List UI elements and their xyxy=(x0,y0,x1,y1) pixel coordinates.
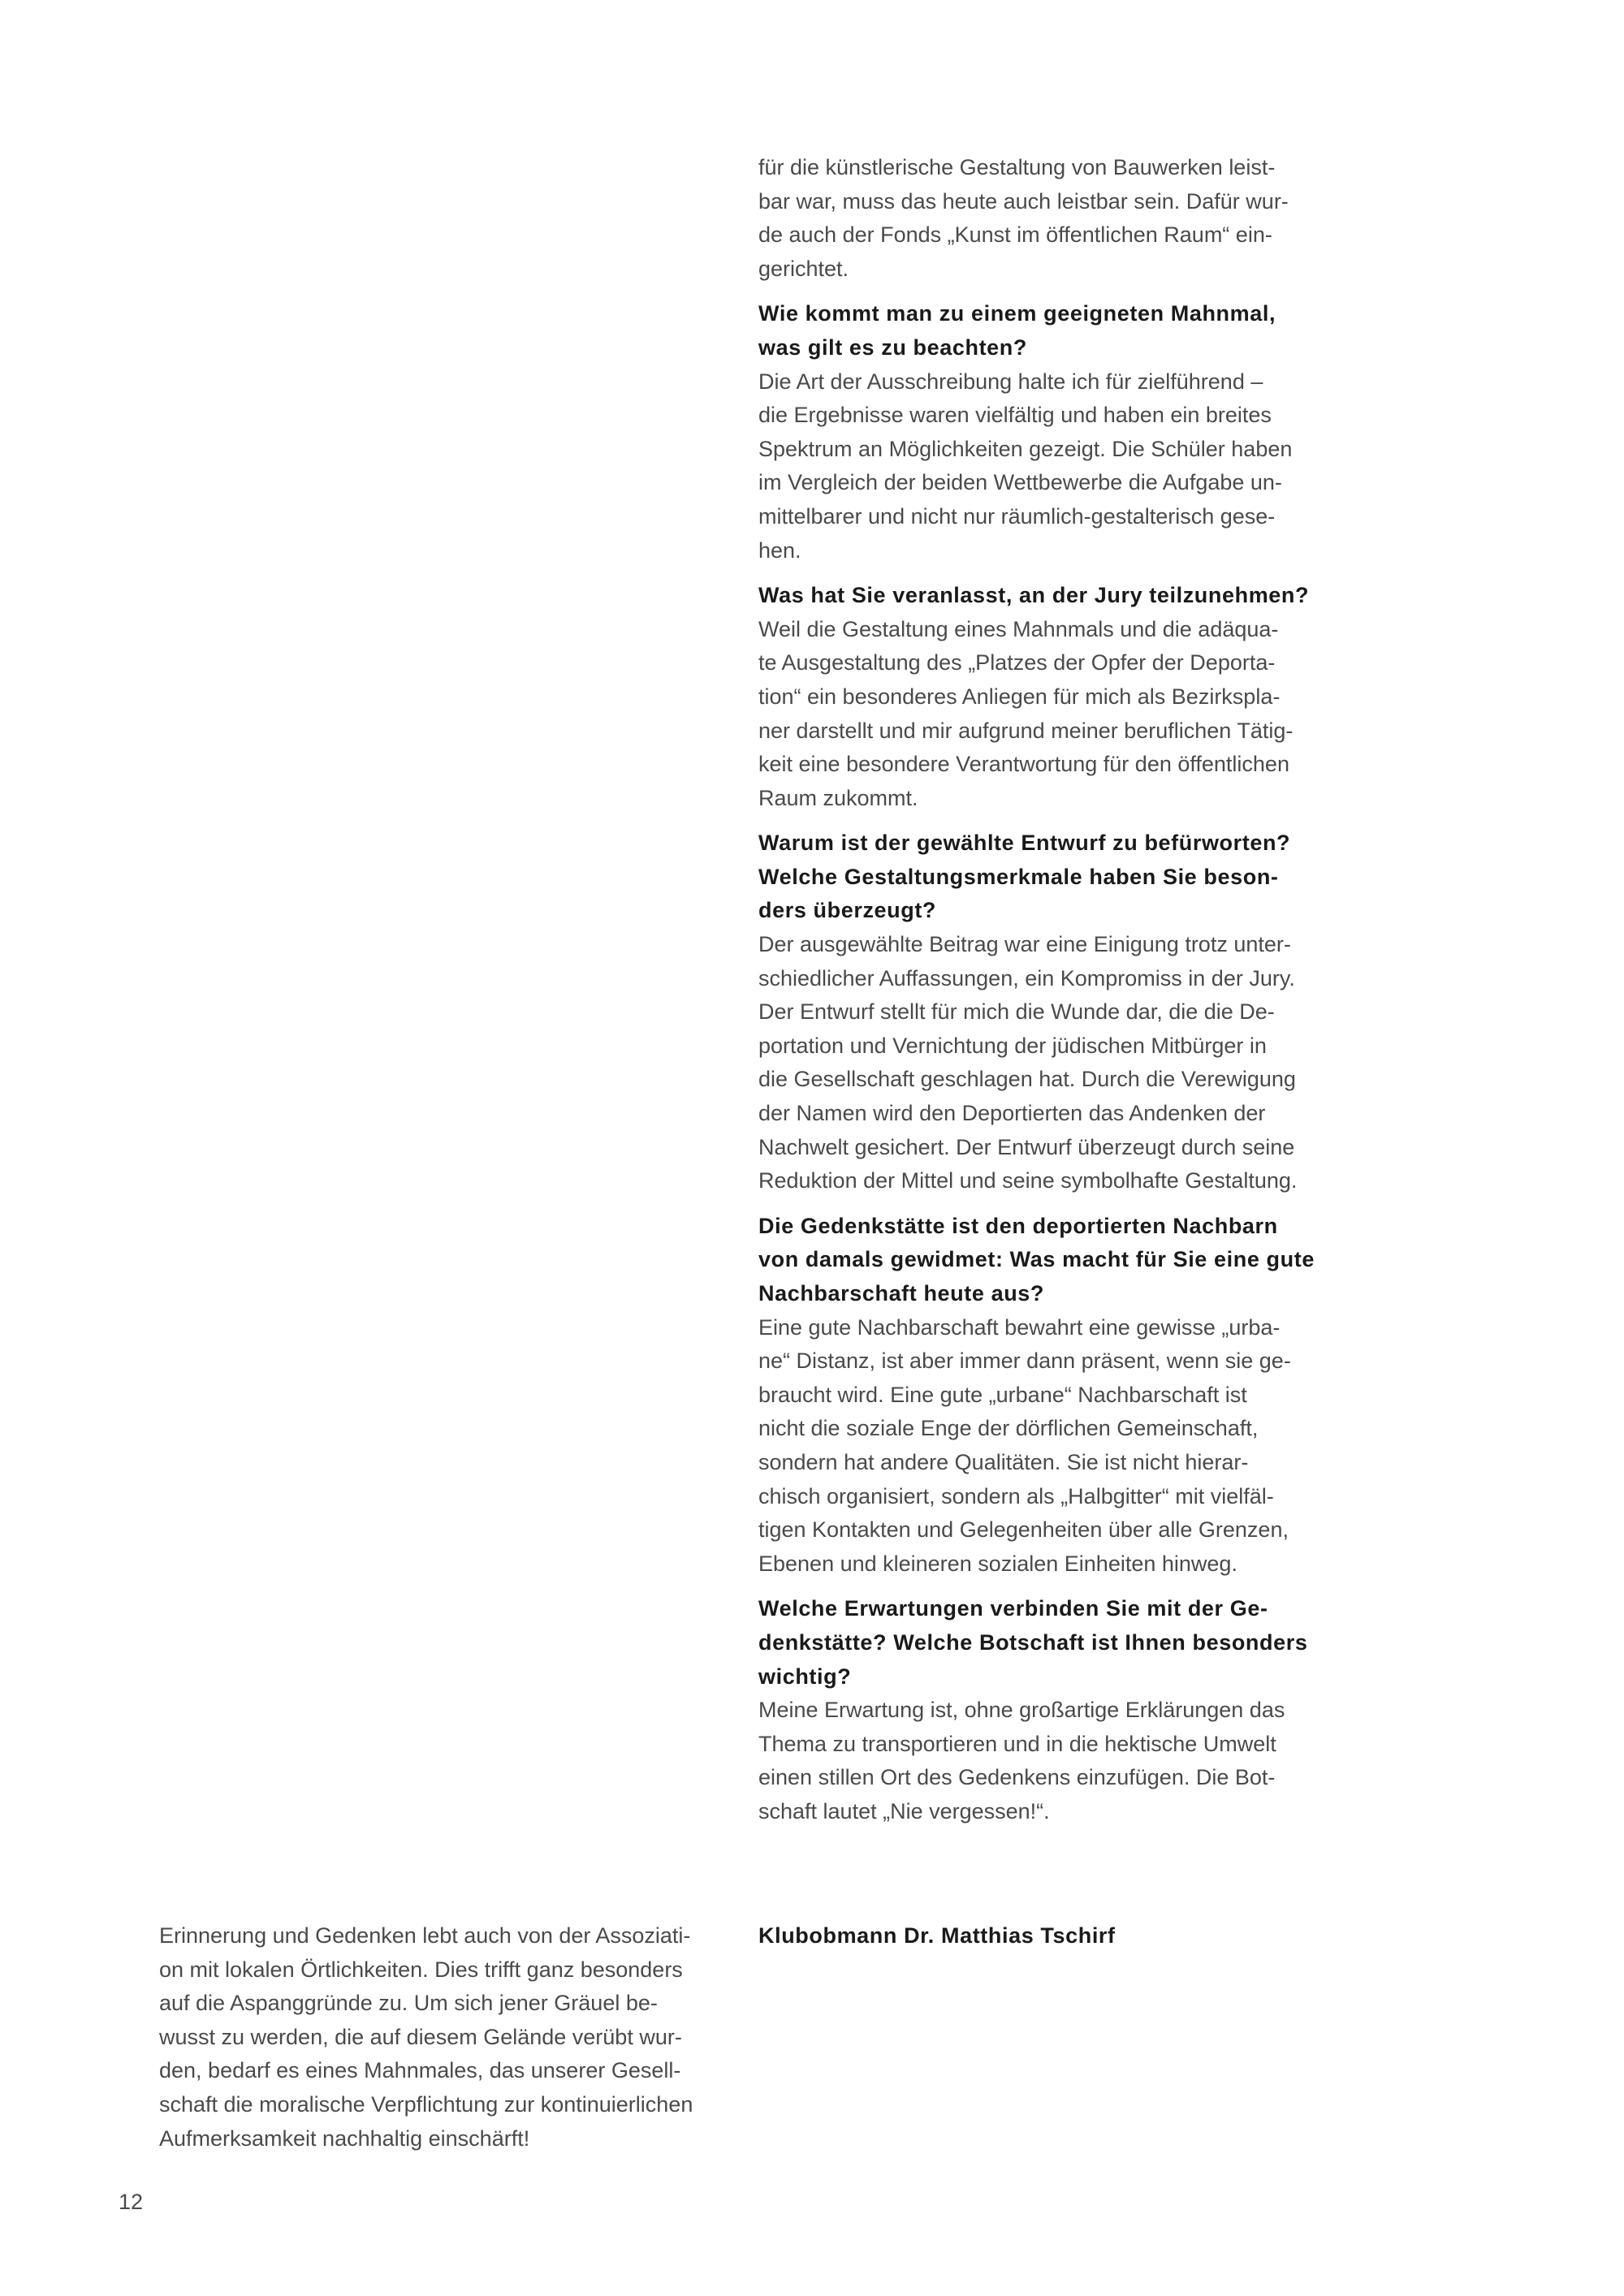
question-line: denkstätte? Welche Botschaft ist Ihnen besonders xyxy=(758,1629,1308,1655)
question xyxy=(758,1210,1327,1311)
qa-block xyxy=(758,1210,1327,1582)
answer-line: die Gesellschaft geschlagen hat. Durch die Verewigung xyxy=(758,1067,1296,1092)
answer-line: tigen Kontakten und Gelegenheiten über alle Grenzen, xyxy=(758,1517,1289,1543)
answer-line: Der ausgewählte Beitrag war eine Einigung trotz unter- xyxy=(758,932,1291,957)
question xyxy=(758,1592,1327,1694)
answer-line: chisch organisiert, sondern als „Halbgitter“ mit vielfäl- xyxy=(758,1483,1274,1508)
answer-line: keit eine besondere Verantwortung für den öffentlichen xyxy=(758,752,1289,777)
answer-line: schiedlicher Auffassungen, ein Kompromiss in der Jury. xyxy=(758,965,1295,990)
answer-line: Ebenen und kleineren sozialen Einheiten hinweg. xyxy=(758,1551,1237,1576)
question-line: Welche Gestaltungsmerkmale haben Sie beson- xyxy=(758,864,1279,889)
question-line: Welche Erwartungen verbinden Sie mit der Ge- xyxy=(758,1596,1268,1621)
answer-line: nicht die soziale Enge der dörflichen Gemeinschaft, xyxy=(758,1416,1259,1441)
text-line: Aufmerksamkeit nachhaltig einschärft! xyxy=(159,2126,530,2151)
qa-block xyxy=(758,297,1327,568)
answer-line: Weil die Gestaltung eines Mahnmals und die adäqua- xyxy=(758,616,1279,641)
answer-line: ne“ Distanz, ist aber immer dann präsent, wenn sie ge- xyxy=(758,1349,1291,1374)
question-line: Nachbarschaft heute aus? xyxy=(758,1281,1044,1306)
text-line: Erinnerung und Gedenken lebt auch von der Assoziati- xyxy=(159,1923,691,1948)
question-line: von damals gewidmet: Was macht für Sie eine gute xyxy=(758,1247,1315,1272)
question-line: Wie kommt man zu einem geeigneten Mahnmal, xyxy=(758,301,1276,326)
answer-line: tion“ ein besonderes Anliegen für mich als Bezirkspla- xyxy=(758,684,1281,709)
text-line: auf die Aspanggründe zu. Um sich jener Gräuel be- xyxy=(159,1991,658,2016)
qa-block xyxy=(758,826,1327,1198)
text-line: für die künstlerische Gestaltung von Bauwerken leist- xyxy=(758,155,1276,179)
answer-line: Raum zukommt. xyxy=(758,785,918,810)
answer-line: der Namen wird den Deportierten das Andenken der xyxy=(758,1101,1266,1126)
answer xyxy=(758,613,1327,816)
right-column xyxy=(758,151,1327,1841)
question-line: was gilt es zu beachten? xyxy=(758,334,1027,360)
left-paragraph xyxy=(159,1919,728,2156)
text-line: gerichtet. xyxy=(758,256,849,281)
page-number: 12 xyxy=(119,2190,144,2214)
answer-line: im Vergleich der beiden Wettbewerbe die Aufgabe un- xyxy=(758,470,1282,495)
intro-paragraph xyxy=(758,151,1327,286)
answer-line: portation und Vernichtung der jüdischen Mitbürger in xyxy=(758,1033,1267,1058)
answer-line: mittelbarer und nicht nur räumlich-gestalterisch gese- xyxy=(758,503,1276,529)
answer-line: Reduktion der Mittel und seine symbolhafte Gestaltung. xyxy=(758,1168,1298,1193)
question xyxy=(758,826,1327,928)
question-line: Warum ist der gewählte Entwurf zu befürworten? xyxy=(758,831,1291,856)
text-line: wusst zu werden, die auf diesem Gelände verübt wur- xyxy=(159,2024,682,2049)
text-line: de auch der Fonds „Kunst im öffentlichen Raum“ ein- xyxy=(758,222,1272,248)
text-line: schaft die moralische Verpflichtung zur kontinuierlichen xyxy=(159,2091,693,2117)
answer-line: te Ausgestaltung des „Platzes der Opfer der Deporta- xyxy=(758,650,1276,675)
signature: Klubobmann Dr. Matthias Tschirf xyxy=(758,1923,1116,1948)
text-line: bar war, muss das heute auch leistbar sein. Dafür wur- xyxy=(758,188,1289,214)
answer-line: Eine gute Nachbarschaft bewahrt eine gewisse „urba- xyxy=(758,1314,1281,1340)
answer-line: hen. xyxy=(758,537,801,563)
text-line: den, bedarf es eines Mahnmales, das unserer Gesell- xyxy=(159,2058,681,2083)
answer-line: Meine Erwartung ist, ohne großartige Erklärungen das xyxy=(758,1698,1285,1723)
answer-line: Die Art der Ausschreibung halte ich für zielführend – xyxy=(758,369,1263,394)
answer xyxy=(758,1311,1327,1582)
answer xyxy=(758,1694,1327,1828)
answer-line: Spektrum an Möglichkeiten gezeigt. Die Schüler haben xyxy=(758,436,1293,461)
answer-line: einen stillen Ort des Gedenkens einzufügen. Die Bot- xyxy=(758,1765,1276,1790)
qa-block xyxy=(758,579,1327,815)
text-line: on mit lokalen Örtlichkeiten. Dies trifft ganz besonders xyxy=(159,1957,683,1982)
answer-line: ner darstellt und mir aufgrund meiner beruflichen Tätig- xyxy=(758,718,1294,743)
question-line: wichtig? xyxy=(758,1664,852,1689)
answer-line: Der Entwurf stellt für mich die Wunde dar, die die De- xyxy=(758,999,1275,1025)
question xyxy=(758,297,1327,365)
answer-line: sondern hat andere Qualitäten. Sie ist nicht hierar- xyxy=(758,1449,1249,1474)
answer-line: Nachwelt gesichert. Der Entwurf überzeugt durch seine xyxy=(758,1134,1295,1159)
answer-line: braucht wird. Eine gute „urbane“ Nachbarschaft ist xyxy=(758,1382,1247,1407)
answer-line: die Ergebnisse waren vielfältig und haben ein breites xyxy=(758,403,1272,428)
question-line: ders überzeugt? xyxy=(758,898,937,923)
question-line: Die Gedenkstätte ist den deportierten Nachbarn xyxy=(758,1213,1278,1238)
answer xyxy=(758,365,1327,568)
question xyxy=(758,579,1327,613)
answer-line: Thema zu transportieren und in die hektische Umwelt xyxy=(758,1731,1276,1756)
answer xyxy=(758,928,1327,1198)
answer-line: schaft lautet „Nie vergessen!“. xyxy=(758,1798,1050,1823)
question-line: Was hat Sie veranlasst, an der Jury teilzunehmen? xyxy=(758,583,1310,608)
qa-block xyxy=(758,1592,1327,1828)
